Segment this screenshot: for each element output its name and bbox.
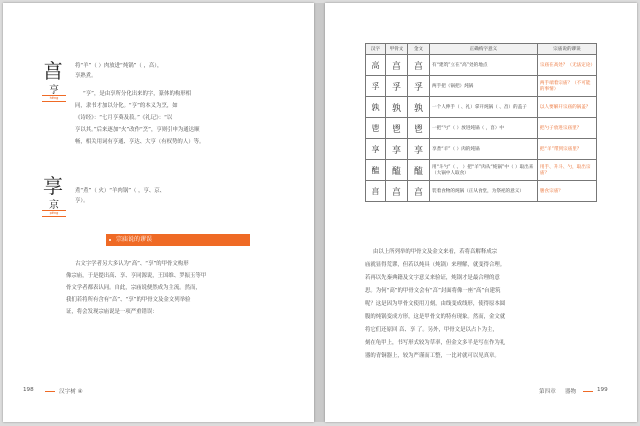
cell-hanzi: 孰 [366,97,386,118]
col-header-meaning: 正确构字意义 [430,44,538,55]
table-row [366,139,597,160]
section-bullet-dot [109,239,111,241]
comparison-table [365,43,597,202]
cell-jiagu: 孚 [386,76,408,97]
cell-error: 两手端着宗庙？（不可能的事情） [537,76,596,97]
table-row [366,181,597,202]
cell-jinwen: 鬯 [408,118,430,139]
cell-hanzi: 醢 [366,160,386,181]
cell-meaning: 两手把（锅把）炖锅 [430,76,538,97]
cell-hanzi: 亯 [366,181,386,202]
body-line-8: 刻在龟甲上，书写形式较为草率，但金文多半是写在作为礼 [365,340,506,346]
body-line-1: 由以上所列举的甲骨文及金文来看，若将亯解释成宗 [373,249,497,255]
body-line-7: 将它们还原回 亯、享 了。另外，甲骨文是以占卜为主， [365,327,498,333]
cell-hanzi: 鬯 [366,118,386,139]
section-body-4: 我们若将所有含有“亯”、“享”的甲骨文及金文列举验 [66,297,191,303]
cell-error: 把勺子放进宗庙里？ [537,118,596,139]
table-header-row [366,44,597,55]
table-row [366,97,597,118]
entry1-para-5: 畅，相关用词有亨通、亨达、大亨（有权势的人）等。 [75,139,205,145]
table-row [366,118,597,139]
col-header-jinwen: 金文 [408,44,430,55]
entry2-modern-char: 京 [49,200,59,211]
right-footer-page: 199 [597,387,608,393]
body-line-3: 若再以先秦典籍及文字意义来验证，炖锅才是最合理的意 [365,275,500,281]
cell-jiagu: 醢 [386,160,408,181]
cell-error: 宗庙在高处？（无法定论） [537,55,596,76]
cell-error: 把“羊”带到宗庙里？ [537,139,596,160]
entry1-ancient-glyph: 亯 [43,59,63,83]
section-body-2: 像宗庙，于是提出高、享、亨同源说，王国维、罗振玉等甲 [66,273,207,279]
col-header-jiagu: 甲骨文 [386,44,408,55]
cell-error: 以人要解开宗庙的锅盖？ [537,97,596,118]
cell-jinwen: 醢 [408,160,430,181]
cell-jinwen: 亯 [408,55,430,76]
section-title-bar: 宗庙说的谬误 [106,234,250,246]
left-footer-line [45,391,55,392]
entry2-pinyin: pēng [42,210,66,217]
cell-meaning: 一个人伸手（ 、礼）拿开炖锅（ 、亯）的盖子 [430,97,538,118]
entry2-ancient-glyph: 享 [43,174,63,198]
entry1-line1: 将“羊”（ ）肉放进“炖锅”（ ，亯）， [75,63,163,69]
entry1-para-2: 同，隶书才加以分化。“亨”的本义为烹，如 [75,103,178,109]
right-page [325,3,637,422]
entry1-para-4: 亨以其。”后来逐加“火”改作“烹”，亨则引申为通达顺 [75,127,200,133]
cell-meaning: 有“建筑”立在“高”处的地点 [430,55,538,76]
entry2-line1: 煮“煮”（ 火）“羊肉锅”（ ，亨、京、 [75,188,166,194]
table-row [366,55,597,76]
cell-error: 用手、升斗、勺，取出宗庙？ [537,160,596,181]
cell-jinwen: 孚 [408,76,430,97]
cell-jinwen: 享 [408,139,430,160]
cell-meaning: 装着食物的炖锅（正从食堂，为祭祀的意义） [430,181,538,202]
cell-jiagu: 享 [386,139,408,160]
cell-error: 膳食宗庙？ [537,181,596,202]
cell-hanzi: 高 [366,55,386,76]
entry2-line2: 亨）。 [75,198,89,204]
entry1-para-1: “亨”，是由享所分化出来的字，篆体的构形相 [83,91,192,97]
section-body-5: 证，将会发现宗庙说是一项严重错误： [66,309,158,315]
section-body-1: 古文字学者另大多认为“高”、“享”的甲骨文构形 [75,261,189,267]
body-line-4: 思。为何“高”的甲骨文会有“亯”封面将像一座“高”台建筑 [365,288,501,294]
cell-meaning: 一把“勺”（ ）放进炖锅（ ，亯）中 [430,118,538,139]
body-line-6: 腹的炖锅变成方形，这是甲骨文的特有现象。然而，金文就 [365,314,506,320]
left-footer-title: 汉字树 ④ [59,389,83,395]
cell-meaning: 用“斗勺”（ 、 ）把“羊”肉从“炖锅”中（ ）取出来（大锅中人取食） [430,160,538,181]
right-footer-title: 器物 [565,389,577,395]
book-spine [314,3,325,422]
cell-hanzi: 享 [366,139,386,160]
cell-jiagu: 亯 [386,55,408,76]
section-body-3: 骨文学者都表认同。自此，宗庙说便然成为主流。然而， [66,285,201,291]
cell-jinwen: 亯 [408,181,430,202]
cell-meaning: 享煮“羊”（ ）肉的炖锅 [430,139,538,160]
entry1-para-3: 《诗经》：“七月亨葵及菽。”《礼记》：“以 [75,115,173,121]
entry1-modern-char: 亨 [49,85,59,96]
left-footer-page: 198 [23,387,34,393]
table-row [366,76,597,97]
body-line-5: 呢？这是因为甲骨文使用刀刻，由线变成线形，使得原本圆 [365,301,506,307]
entry1-pinyin: hēng [42,95,66,102]
cell-jiagu: 鬯 [386,118,408,139]
entry1-line2: 享熟煮。 [75,73,97,79]
cell-jiagu: 亯 [386,181,408,202]
cell-hanzi: 孚 [366,76,386,97]
left-page [3,3,314,422]
cell-jinwen: 孰 [408,97,430,118]
col-header-error: 宗庙说的谬误 [537,44,596,55]
body-line-9: 器的青铜器上，较为严谨而工整，一比对就可以见真章。 [365,353,500,359]
col-header-hanzi: 汉字 [366,44,386,55]
right-footer-chapter: 第四章 [539,389,556,395]
body-line-2: 庙就显得荒谬，但若以炖具（炖锅）来理解，就变得合理。 [365,262,506,268]
table-row [366,160,597,181]
cell-jiagu: 孰 [386,97,408,118]
right-footer-line [583,391,593,392]
